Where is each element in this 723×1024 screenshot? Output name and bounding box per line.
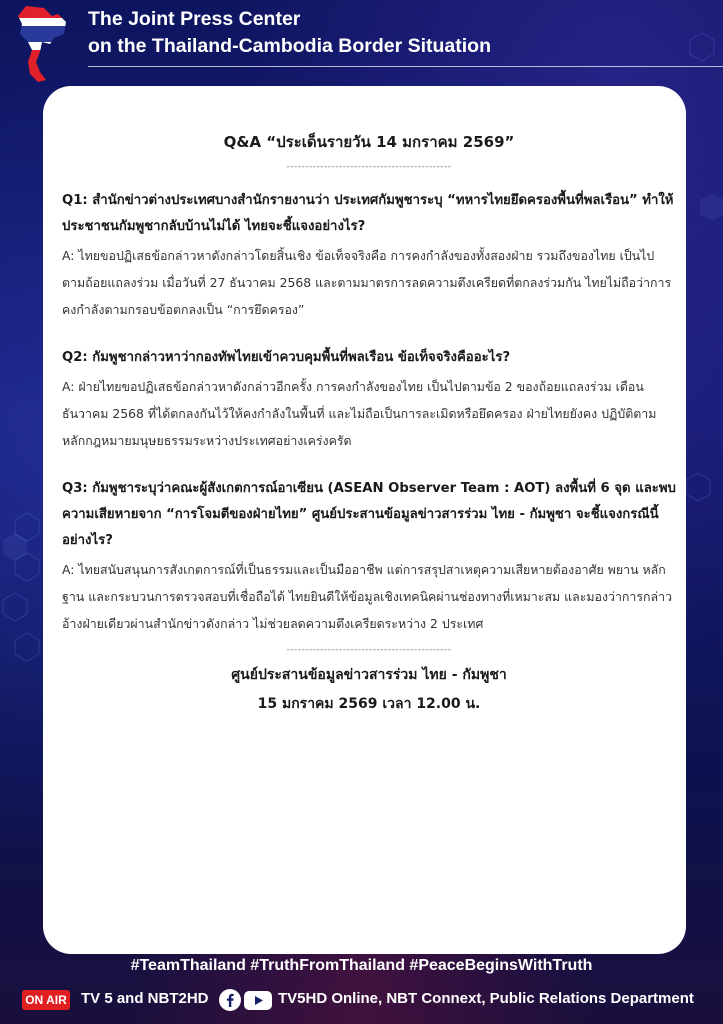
- thailand-map-flag-logo: [14, 4, 70, 84]
- hashtags: #TeamThailand #TruthFromThailand #PeaceBeginsWithTruth: [130, 957, 593, 974]
- header-title-line1: The Joint Press Center: [88, 8, 301, 30]
- on-air-badge: ON AIR: [22, 990, 70, 1010]
- answer-3: A: ไทยสนับสนุนการสังเกตการณ์ที่เป็นธรรมและเป็นมืออาชีพ แต่การสรุปสาเหตุความเสียหายต้องอาศัย พยาน หลักฐาน และกระบวนการตรวจสอบที่เชื่อถือได้ ไทยยินดีให้ข้อมูลเชิงเทคนิคผ่านช่องทางที่เหมาะสม และมองว่าการกล่าวอ้างฝ่ายเดียวผ่านสำนักข่าวดังกล่าว ไม่ช่วยลดความตึงเครียดระหว่าง 2 ประเทศ: [62, 562, 673, 631]
- header-divider: [88, 66, 723, 67]
- title-divider: --------------------------------------------: [286, 162, 452, 172]
- signature-org: ศูนย์ประสานข้อมูลข่าวสารร่วม ไทย - กัมพูชา: [231, 667, 507, 683]
- qa-title: Q&A “ประเด็นรายวัน 14 มกราคม 2569”: [223, 133, 515, 151]
- answer-2: A: ฝ่ายไทยขอปฏิเสธข้อกล่าวหาดังกล่าวอีกครั้ง การคงกำลังของไทย เป็นไปตามข้อ 2 ของถ้อยแถลงร่วม เดือนธันวาคม 2568 ที่ได้ตกลงกันไว้ให้คงกำลังในพื้นที่ และไม่ถือเป็นการละเมิดหรือยึดครอง ฝ่ายไทยยังคง ปฏิบัติตามหลักกฎหมายมนุษยธรรมระหว่างประเทศอย่างเคร่งครัด: [62, 379, 657, 448]
- signature-divider: --------------------------------------------: [286, 645, 452, 655]
- qa-item-3: [62, 476, 676, 637]
- qa-card: [43, 86, 686, 954]
- tv-channels: TV 5 and NBT2HD: [81, 990, 209, 1007]
- question-3: Q3: กัมพูชาระบุว่าคณะผู้สังเกตการณ์อาเซียน (ASEAN Observer Team : AOT) ลงพื้นที่ 6 จุด และพบความเสียหายจาก “การโจมตีของฝ่ายไทย” ศูนย์ประสานข้อมูลข่าวสารร่วม ไทย - กัมพูชา จะชี้แจงกรณีนี้อย่างไร?: [62, 481, 676, 548]
- question-1: Q1: สำนักข่าวต่างประเทศบางสำนักรายงานว่า ประเทศกัมพูชาระบุ “ทหารไทยยึดครองพื้นที่พลเรือน” ทำให้ประชาชนกัมพูชากลับบ้านไม่ได้ ไทยจะชี้แจงอย่างไร?: [62, 193, 674, 234]
- header-title-line2: on the Thailand-Cambodia Border Situation: [88, 35, 492, 57]
- qa-item-2: [62, 345, 676, 454]
- header-title: [88, 6, 708, 60]
- qa-item-1: [62, 188, 676, 323]
- youtube-icon[interactable]: [244, 991, 272, 1010]
- answer-1: A: ไทยขอปฏิเสธข้อกล่าวหาดังกล่าวโดยสิ้นเชิง ข้อเท็จจริงคือ การคงกำลังของทั้งสองฝ่าย รวมถึงของไทย เป็นไปตามถ้อยแถลงร่วม เมื่อวันที่ 27 ธันวาคม 2568 และตามมาตรการลดความตึงเครียดที่ตกลงร่วมกัน ไทยไม่ถือว่าการคงกำลังตามกรอบข้อตกลงเป็น “การยึดครอง”: [62, 248, 672, 317]
- facebook-icon[interactable]: [219, 989, 241, 1011]
- online-channels: TV5HD Online, NBT Connext, Public Relations Department: [278, 990, 694, 1007]
- broadcast-footer: [0, 988, 723, 1014]
- qa-content: [62, 130, 676, 719]
- signature-date: 15 มกราคม 2569 เวลา 12.00 น.: [257, 696, 481, 712]
- question-2: Q2: กัมพูชากล่าวหาว่ากองทัพไทยเข้าควบคุมพื้นที่พลเรือน ข้อเท็จจริงคืออะไร?: [62, 350, 511, 365]
